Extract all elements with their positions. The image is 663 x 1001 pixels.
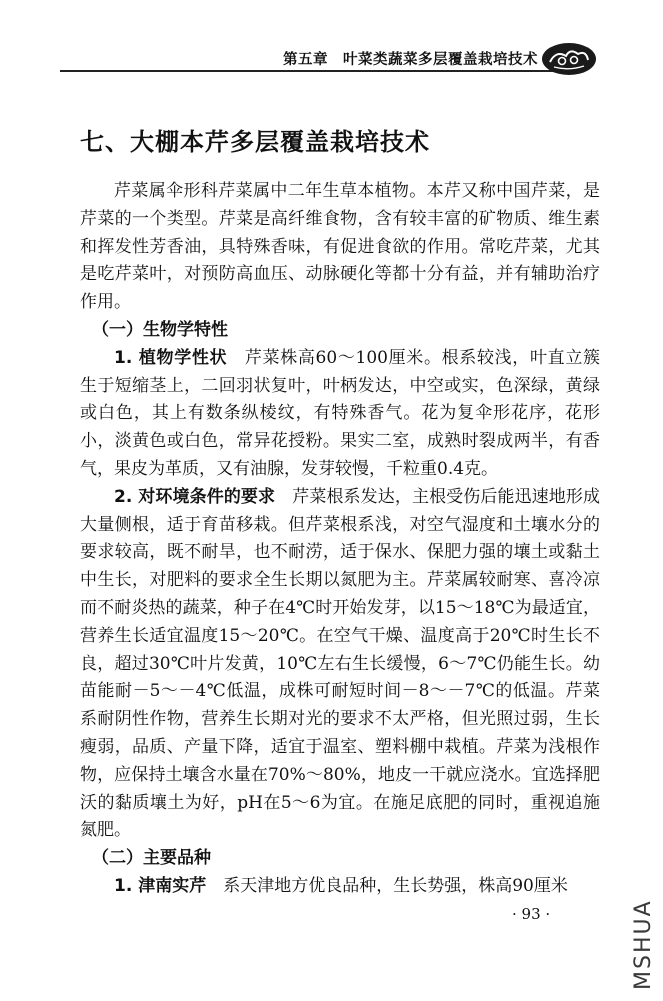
- section-title: 七、大棚本芹多层覆盖栽培技术: [80, 128, 430, 156]
- watermark-text: MSHUA: [631, 899, 656, 990]
- paragraph-botany: [80, 345, 600, 484]
- subheading-varieties: （二）主要品种: [92, 848, 211, 869]
- page-number: · 93 ·: [512, 905, 551, 923]
- paragraph-environment-text: 芹菜根系发达，主根受伤后能迅速地形成大量侧根，适于育苗移栽。但芹菜根系浅，对空气湿度和土壤水分的要求较高，既不耐旱，也不耐涝，适于保水、保肥力强的壤土或黏土中生长，对肥料的要求全生长期以氮肥为主。芹菜属较耐寒、喜冷凉而不耐炎热的蔬菜，种子在4℃时开始发芽，以15～18℃为最适宜，营养生长适宜温度15～20℃。在空气干燥、温度高于20℃时生长不良，超过30℃叶片发黄，10℃左右生长缓慢，6～7℃仍能生长。幼苗能耐－5～－4℃低温，成株可耐短时间－8～－7℃的低温。芹菜系耐阴性作物，营养生长期对光的要求不太严格，但光照过弱，生长瘦弱，品质、产量下降，适宜于温室、塑料棚中栽植。芹菜为浅根作物，应保持土壤含水量在70%～80%，地皮一干就应浇水。宜选择肥沃的黏质壤土为好，pH在5～6为宜。在施足底肥的同时，重视追施氮肥。: [80, 486, 600, 841]
- running-header: [60, 28, 600, 78]
- body-text: [80, 178, 600, 901]
- paragraph-environment: [80, 484, 600, 845]
- header-rule: [60, 70, 555, 72]
- cloud-scroll-ornament-icon: [540, 40, 598, 78]
- subheading-biology: （一）生物学特性: [92, 319, 228, 340]
- watermark: [629, 882, 657, 992]
- paragraph-variety-lead: 1. 津南实芹: [114, 875, 207, 896]
- paragraph-botany-text: 芹菜株高60～100厘米。根系较浅，叶直立簇生于短缩茎上，二回羽状复叶，叶柄发达，中空或实，色深绿，黄绿或白色，其上有数条纵棱纹，有特殊香气。花为复伞形花序，花形小，淡黄色或白色，常异花授粉。果实二室，成熟时裂成两半，有香气，果皮为革质，又有油腺，发芽较慢，千粒重0.4克。: [80, 347, 600, 479]
- intro-paragraph: 芹菜属伞形科芹菜属中二年生草本植物。本芹又称中国芹菜，是芹菜的一个类型。芹菜是高纤维食物，含有较丰富的矿物质、维生素和挥发性芳香油，具特殊香味，有促进食欲的作用。常吃芹菜，尤其是吃芹菜叶，对预防高血压、动脉硬化等都十分有益，并有辅助治疗作用。: [80, 181, 600, 313]
- paragraph-variety-text: 系天津地方优良品种，生长势强，株高90厘米: [206, 875, 568, 896]
- paragraph-variety-jinnan: [80, 873, 600, 901]
- paragraph-environment-lead: 2. 对环境条件的要求: [114, 486, 276, 507]
- paragraph-botany-lead: 1. 植物学性状: [114, 347, 228, 368]
- running-header-title: 第五章 叶菜类蔬菜多层覆盖栽培技术: [283, 52, 538, 68]
